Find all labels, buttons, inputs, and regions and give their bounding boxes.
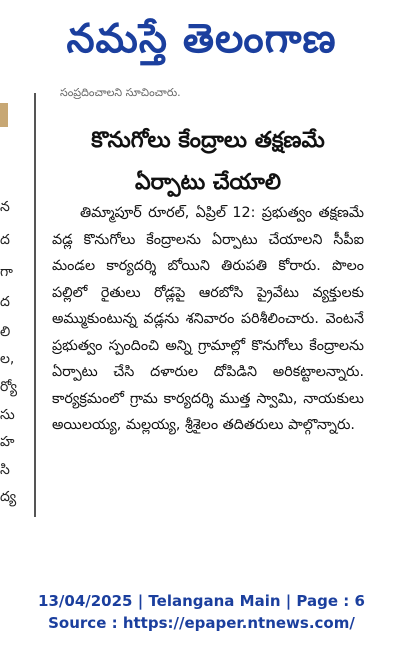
article-headline xyxy=(52,120,364,204)
footer xyxy=(0,590,403,634)
previous-article-cut-line: సంప్రదించాలని సూచించారు. xyxy=(60,87,181,99)
fragment-text: సి xyxy=(0,462,10,478)
masthead xyxy=(0,8,403,70)
fragment-text: సు xyxy=(0,407,15,423)
adjacent-photo-edge xyxy=(0,103,8,127)
fragment-text: గా xyxy=(0,264,13,280)
footer-source: Source : https://epaper.ntnews.com/ xyxy=(48,614,355,632)
headline-line-2: ఏర్పాటు చేయాలి xyxy=(134,170,282,195)
fragment-text: ర్యో xyxy=(0,379,18,395)
fragment-text: ల, xyxy=(0,351,15,367)
headline-line-1: కొనుగోలు కేంద్రాలు తక్షణమే xyxy=(91,128,325,153)
column-divider xyxy=(34,93,36,517)
fragment-text: న xyxy=(0,199,10,215)
fragment-text: హ xyxy=(0,434,15,450)
article xyxy=(52,87,364,532)
article-body-text: తిమ్మాపూర్ రూరల్, ఏప్రిల్ 12: ప్రభుత్వం తక్షణమే వడ్ల కొనుగోలు కేంద్రాలను ఏర్పాటు చేయాలని సీపీఐ మండల కార్యదర్శి బోయిని తిరుపతి కోరారు. పొలం పల్లిలో రైతులు రోడ్లపై ఆరబోసి ప్రైవేటు వ్యక్తులకు అమ్ముకుంటున్న వడ్లను శనివారం పరిశీలించారు. వెంటనే ప్రభుత్వం స్పందించి అన్ని గ్రామాల్లో కొనుగోలు కేంద్రాలను ఏర్పాటు చేసి దళారుల దోపిడిని అరికట్టాలన్నారు. కార్యక్రమంలో గ్రామ కార్యదర్శి ముత్త స్వామి, నాయకులు అయిలయ్య, మల్లయ్య, శ్రీశైలం తదితరులు పాల్గొన్నారు. xyxy=(52,205,364,433)
newspaper-clipping xyxy=(0,87,403,537)
adjacent-column-fragment xyxy=(0,87,25,517)
footer-date-page: 13/04/2025 | Telangana Main | Page : 6 xyxy=(38,592,365,610)
masthead-title: నమస్తే తెలంగాణ xyxy=(66,16,337,62)
fragment-text: లి xyxy=(0,324,11,340)
fragment-text: ద్య xyxy=(0,489,17,505)
article-body xyxy=(52,200,364,439)
fragment-text: ద xyxy=(0,294,10,310)
fragment-text: ద xyxy=(0,232,10,248)
